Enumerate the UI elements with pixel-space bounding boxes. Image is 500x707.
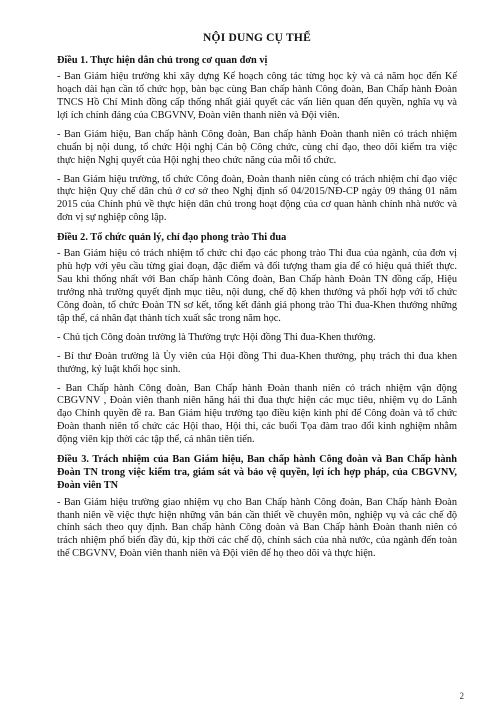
document-title: NỘI DUNG CỤ THỂ (203, 32, 311, 44)
article-3-paragraph-1: - Ban Giám hiệu trường giao nhiệm vụ cho Ban Chấp hành Công đoàn, Ban Chấp hành Đoàn thanh niên về việc thực hiện những văn bản cần thiết về chuyên môn, nghiệp vụ và các chế độ chính sách theo quy định. Ban chấp hành Công đoàn và Ban Chấp hành Đoàn thanh niên có trách nhiệm phổ biến đầy đủ, kịp thời các chế độ, chính sách của nhà nước, của ngành đến toàn thể CBGVNV, Đoàn viên thanh niên và Đội viên để họ theo dõi và thực hiện. (57, 496, 457, 560)
article-3-heading: Điều 3. Trách nhiệm của Ban Giám hiệu, Ban chấp hành Công đoàn và Ban Chấp hành Đoàn TN trong việc kiểm tra, giám sát và bảo vệ quyền, lợi ích hợp pháp, của CBGVNV, Đoàn viên TN (57, 454, 457, 492)
article-3 (57, 453, 457, 561)
article-2-paragraph-1: - Ban Giám hiệu có trách nhiệm tổ chức chỉ đạo các phong trào Thi đua của ngành, của đơn vị phù hợp với yêu cầu từng giai đoạn, đặc điểm và đối tượng tham gia để có hiệu quả thiết thực. Sau khi thống nhất với Ban chấp hành Công đoàn, Ban Chấp hành Đoàn TN đồng cấp, Hiệu trưởng nhà trường quyết định mục tiêu, nội dung, chế độ khen thưởng và phối hợp với tổ chức Công đoàn, tổ chức Đoàn TN sơ kết, tổng kết đánh giá phong trào Thi đua-Khen thưởng những tập thể, cá nhân đạt thành tích xuất sắc trong năm học. (57, 248, 457, 324)
article-2 (57, 231, 457, 447)
article-1-paragraph-2: - Ban Giám hiệu, Ban chấp hành Công đoàn, Ban chấp hành Đoàn thanh niên có trách nhiệm chuẩn bị nội dung, tổ chức Hội nghị Cán bộ Công chức, cùng chỉ đạo, theo dõi kiểm tra việc thực hiện Nghị quyết của Hội nghị theo chức năng của mỗi tổ chức. (57, 128, 457, 166)
article-1-paragraph-3: - Ban Giám hiệu trường, tổ chức Công đoàn, Đoàn thanh niên cùng có trách nhiệm chỉ đạo việc thực hiện Quy chế dân chủ ở cơ sở theo Nghị định số 04/2015/NĐ-CP ngày 09 tháng 01 năm 2015 của Chính phủ về thực hiện dân chủ trong hoạt động của cơ quan hành chính nhà nước và đơn vị sự nghiệp công lập. (57, 173, 457, 224)
article-2-paragraph-4: - Ban Chấp hành Công đoàn, Ban Chấp hành Đoàn thanh niên có trách nhiệm vận động CBGVNV , Đoàn viên thanh niên hăng hái thi đua thực hiện các mục tiêu, nhiệm vụ do Lãnh đạo Chính quyền đề ra. Ban Giám hiệu trường tạo điều kiện kinh phí để Công đoàn và tổ chức Đoàn thanh niên tổ chức các Hội thao, Hội thi, các buổi Tọa đàm trao đổi kinh nghiệm nhằm động viên kịp thời các tập thể, cá nhân tiên tiến. (57, 382, 457, 446)
article-2-heading: Điều 2. Tổ chức quản lý, chỉ đạo phong trào Thi đua (57, 232, 287, 244)
article-1-heading: Điều 1. Thực hiện dân chủ trong cơ quan đơn vị (57, 55, 268, 66)
article-2-paragraph-2: - Chủ tịch Công đoàn trường là Thường trực Hội đồng Thi đua-Khen thưởng. (57, 331, 376, 343)
article-2-paragraph-3: - Bí thư Đoàn trường là Ủy viên của Hội đồng Thi đua-Khen thưởng, phụ trách thi đua khen thưởng, kỷ luật khối học sinh. (57, 350, 457, 375)
article-1-paragraph-1: - Ban Giám hiệu trường khi xây dựng Kế hoạch công tác từng học kỳ và cả năm học đến Kế hoạch dài hạn cần tổ chức họp, bàn bạc cùng Ban chấp hành Công đoàn, Ban Chấp hành Đoàn TNCS Hồ Chí Minh đồng cấp thống nhất giải quyết các vấn liên quan đến quyền, nghĩa vụ và lợi ích chính đáng của CBGVNV, Đoàn viên thanh niên và Đội viên. (57, 71, 457, 121)
article-1 (57, 54, 457, 225)
page-number: 2 (459, 691, 464, 701)
